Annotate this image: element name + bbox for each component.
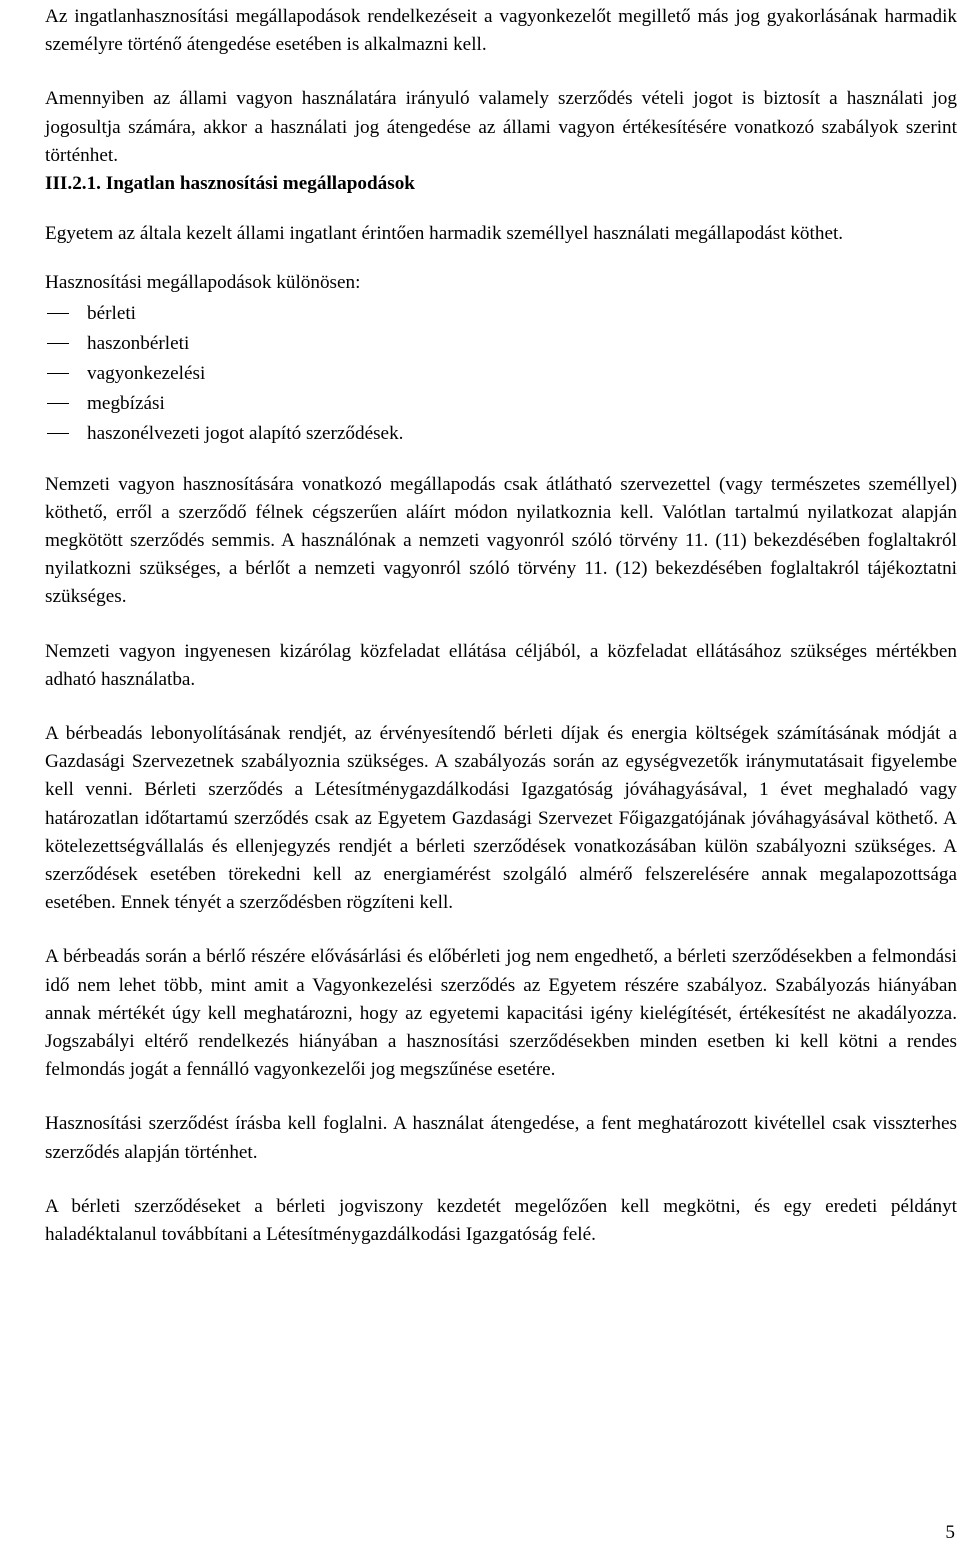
dash-bullet-icon — [47, 403, 69, 405]
document-page — [45, 0, 957, 1249]
paragraph-10: A bérleti szerződéseket a bérleti jogviszony kezdetét megelőzően kell megkötni, és egy eredeti példányt haladéktalanul továbbítani a Létesítménygazdálkodási Igazgatóság felé. — [45, 1195, 957, 1246]
section-heading: III.2.1. Ingatlan hasznosítási megállapodások — [45, 173, 415, 195]
list-item: haszonbérleti — [45, 329, 957, 359]
dash-bullet-icon — [47, 313, 69, 315]
paragraph-7: A bérbeadás lebonyolításának rendjét, az érvényesítendő bérleti díjak és energia költségek számításának módját a Gazdasági Szervezetnek szabályoznia szükséges. A szabályozás során az egységvezetők iránymutatásait figyelembe kell venni. Bérleti szerződés a Létesítménygazdálkodási Igazgatóság jóváhagyásával, 1 évet meghaladó vagy határozatlan időtartamú szerződés csak az Egyetem Gazdasági Szervezet Főigazgatójának jóváhagyásával köthető. A kötelezettségvállalás és ellenjegyzés rendjét a bérleti szerződések vonatkozásában külön szabályozni szükséges. A szerződések esetében törekedni kell az energiamérést szolgáló almérő felszerelésére annak megalapozottsága esetében. Ennek tényét a szerződésben rögzíteni kell. — [45, 723, 957, 914]
paragraph-6: Nemzeti vagyon ingyenesen kizárólag közfeladat ellátása céljából, a közfeladat ellátásához szükséges mértékben adható használatba. — [45, 640, 957, 690]
list-item: vagyonkezelési — [45, 359, 957, 389]
agreement-type-list — [45, 299, 957, 449]
dash-bullet-icon — [47, 373, 69, 375]
paragraph-9: Hasznosítási szerződést írásba kell foglalni. A használat átengedése, a fent meghatározott kivétellel csak visszterhes szerződés alapján történhet. — [45, 1113, 957, 1163]
paragraph-4: Hasznosítási megállapodások különösen: — [45, 272, 361, 294]
paragraph-5: Nemzeti vagyon hasznosítására vonatkozó megállapodás csak átlátható szervezettel (vagy természetes személlyel) köthető, erről a szerződő félnek cégszerűen aláírt módon nyilatkoznia kell. Valótlan tartalmú nyilatkozat alapján megkötött szerződés semmis. A használónak a nemzeti vagyonról szóló törvény 11. (11) bekezdésében foglaltakról nyilatkozni szükséges, a bérlőt a nemzeti vagyonról szóló törvény 11. (12) bekezdésében foglaltakról tájékoztatni szükséges. — [45, 473, 957, 608]
paragraph-1: Az ingatlanhasznosítási megállapodások rendelkezéseit a vagyonkezelőt megillető más jog gyakorlásának harmadik személyre történő átengedése esetében is alkalmazni kell. — [45, 6, 957, 56]
paragraph-3: Egyetem az általa kezelt állami ingatlant érintően harmadik személlyel használati megállapodást köthet. — [45, 223, 844, 245]
dash-bullet-icon — [47, 343, 69, 345]
list-item: haszonélvezeti jogot alapító szerződések. — [45, 419, 957, 449]
list-item: megbízási — [45, 389, 957, 419]
list-item: bérleti — [45, 299, 957, 329]
page-number: 5 — [945, 1522, 955, 1543]
paragraph-8: A bérbeadás során a bérlő részére elővásárlási és előbérleti jog nem engedhető, a bérleti szerződésekben a felmondási idő nem lehet több, mint amit a Vagyonkezelési szerződés az Egyetem részére szabályoz. Szabályozás hiányában annak mértékét úgy kell meghatározni, hogy az egyetemi kapacitási igény kielégítését, értékesítést ne akadályozza. Jogszabályi eltérő rendelkezés hiányában a hasznosítási szerződésekben minden esetben ki kell kötni a rendes felmondás jogát a fennálló vagyonkezelői jog megszűnése esetére. — [45, 946, 957, 1081]
paragraph-2: Amennyiben az állami vagyon használatára irányuló valamely szerződés vételi jogot is biztosít a használati jog jogosultja számára, akkor a használati jog átengedése az állami vagyon értékesítésére vonatkozó szabályok szerint történhet. — [45, 88, 957, 166]
dash-bullet-icon — [47, 433, 69, 435]
